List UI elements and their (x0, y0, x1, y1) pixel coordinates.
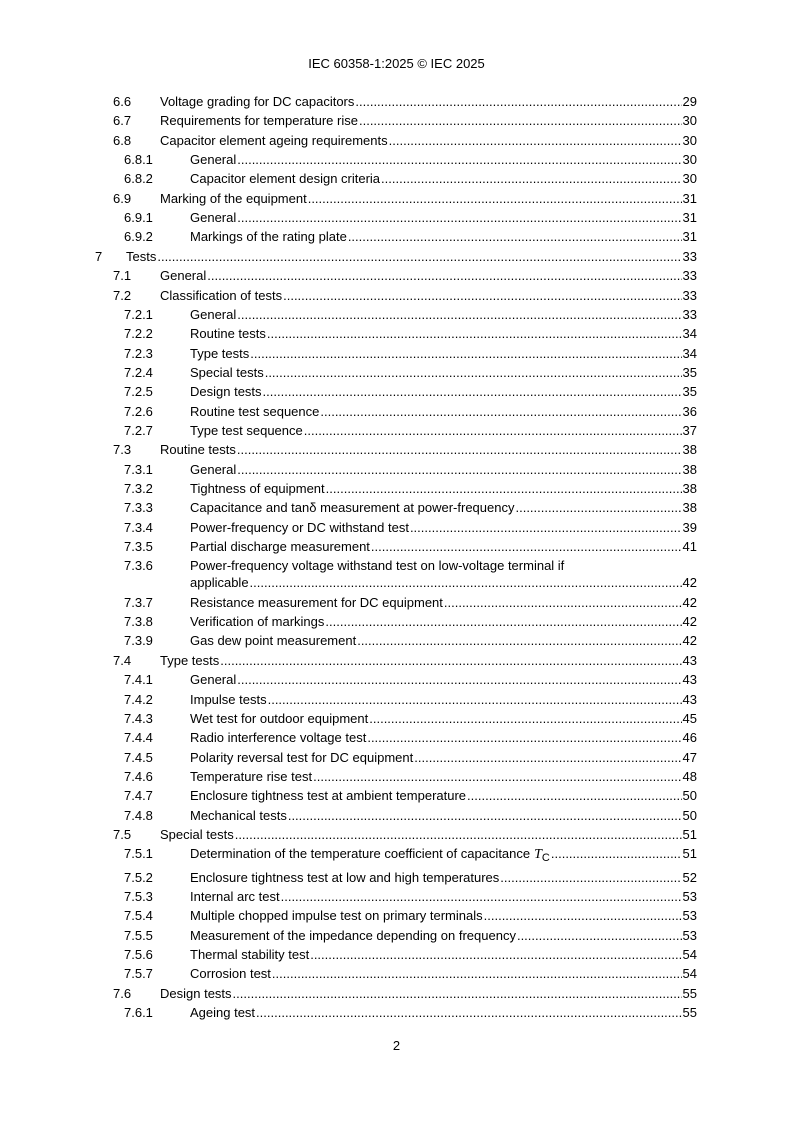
toc-entry-page: 43 (682, 691, 697, 707)
toc-entry-page: 48 (682, 768, 697, 784)
toc-entry-number: 7.4.1 (124, 672, 153, 688)
dot-leader (484, 908, 682, 924)
toc-entry-title: General (160, 268, 207, 284)
toc-entry-title: General (190, 210, 237, 226)
toc-entry-page: 39 (682, 519, 697, 535)
toc-entry-title: Thermal stability test (190, 947, 310, 963)
toc-entry-number: 7.3.9 (124, 633, 153, 649)
dot-leader (326, 481, 682, 497)
toc-entry-page: 31 (682, 210, 697, 226)
dot-leader (389, 133, 682, 149)
toc-entry-number: 7.4.4 (124, 730, 153, 746)
toc-entry-number: 7.3.3 (124, 500, 153, 516)
toc-entry-title: Voltage grading for DC capacitors (160, 94, 355, 109)
toc-entry-page: 42 (682, 575, 697, 591)
toc-entry-page: 33 (682, 306, 697, 322)
toc-entry-number: 7.2 (113, 287, 132, 303)
toc-entry-number: 7.4.2 (124, 691, 153, 707)
dot-leader (237, 462, 681, 478)
toc-entry-page: 30 (682, 132, 697, 148)
toc-entry-title: Gas dew point measurement (190, 633, 357, 649)
toc-entry-title: Markings of the rating plate (190, 229, 347, 245)
toc-entry-title: Special tests (190, 364, 264, 380)
toc-entry-page: 42 (682, 633, 697, 649)
dot-leader (207, 268, 681, 284)
dot-leader (283, 288, 681, 304)
toc-entry-title: Verification of markings (190, 614, 325, 630)
toc-entry-title: Routine tests (190, 326, 266, 342)
toc-entry-page: 42 (682, 614, 697, 630)
toc-entry-title: Requirements for temperature rise (160, 113, 358, 129)
toc-entry-title: Type test sequence (190, 422, 303, 438)
toc-entry-page: 30 (682, 113, 697, 129)
toc-entry-number: 7.4.7 (124, 788, 153, 804)
toc-entry-title: Enclosure tightness test at ambient temperature (190, 788, 467, 804)
toc-entry-title: General (190, 461, 237, 477)
toc-entry-title: Radio interference voltage test (190, 730, 367, 746)
toc-entry-title: Internal arc test (190, 889, 280, 904)
toc-entry-number: 6.6 (113, 94, 132, 109)
toc-entry-number: 7.4 (113, 652, 132, 668)
toc-entry-page: 33 (682, 268, 697, 284)
toc-entry-number: 7.3.8 (124, 614, 153, 630)
toc-entry-title: Design tests (160, 985, 232, 1001)
toc-entry-number: 7.5.6 (124, 947, 153, 963)
toc-entry-number: 7.5.2 (124, 869, 153, 885)
toc-entry-number: 7.2.1 (124, 306, 153, 322)
toc-entry-title: Marking of the equipment (160, 190, 307, 206)
toc-entry-title: Design tests (190, 384, 262, 400)
toc-entry-title: General (190, 152, 237, 168)
page-number: 2 (392, 1038, 401, 1053)
dot-leader (355, 94, 681, 110)
toc-entry-number: 7.1 (113, 268, 132, 284)
dot-leader (272, 966, 682, 982)
toc-entry-page: 37 (682, 422, 697, 438)
toc-entry-number: 7.2.6 (124, 403, 153, 419)
dot-leader (551, 846, 682, 862)
dot-leader (288, 808, 682, 824)
toc-entry-page: 51 (682, 826, 697, 842)
toc-entry-page: 38 (682, 481, 697, 496)
dot-leader (281, 889, 682, 905)
dot-leader (235, 827, 682, 843)
toc-entry-title: Special tests (160, 826, 234, 842)
toc-entry-title: Classification of tests (160, 287, 283, 303)
toc-entry-page: 34 (682, 326, 697, 342)
toc-entry-page: 29 (682, 94, 697, 109)
toc-entry-number: 6.7 (113, 113, 132, 129)
toc-entry-number: 6.9 (113, 190, 132, 206)
toc-entry-page: 30 (682, 152, 697, 168)
toc-entry-page: 52 (682, 869, 697, 885)
dot-leader (348, 229, 682, 245)
toc-entry-title: Temperature rise test (190, 768, 313, 784)
dot-leader (500, 870, 681, 886)
dot-leader (268, 692, 682, 708)
toc-entry-number: 7.4.8 (124, 807, 153, 823)
toc-entry-number: 7.3.7 (124, 594, 153, 610)
dot-leader (357, 633, 681, 649)
toc-entry-page: 43 (682, 652, 697, 668)
toc-entry-page: 54 (682, 966, 697, 982)
dot-leader (325, 614, 681, 630)
toc-entry-title: Polarity reversal test for DC equipment (190, 749, 414, 765)
toc-entry-number: 7.2.3 (124, 345, 153, 361)
dot-leader (256, 1005, 681, 1021)
toc-entry-title: Capacitor element ageing requirements (160, 132, 388, 148)
toc-entry-title: Measurement of the impedance depending on frequency (190, 927, 516, 943)
toc-entry-page: 41 (682, 539, 697, 555)
toc-entry-title: Type tests (190, 345, 250, 361)
dot-leader (267, 326, 682, 342)
temperature-coefficient-symbol: $T_C$ (534, 847, 550, 865)
toc-entry-page: 50 (682, 788, 697, 804)
toc-entry-number: 6.8.1 (124, 152, 153, 168)
toc-entry-number: 7.2.4 (124, 364, 153, 380)
dot-leader (517, 928, 682, 944)
toc-entry-title: Multiple chopped impulse test on primary terminals (190, 908, 483, 924)
toc-entry-number: 7.3.2 (124, 481, 153, 496)
toc-entry-page: 55 (682, 985, 697, 1001)
dot-leader (381, 171, 681, 187)
toc-entry-title: applicable (190, 575, 249, 591)
toc-entry-number: 7.3.5 (124, 539, 153, 555)
toc-entry-page: 55 (682, 1005, 697, 1021)
toc-entry-page: 34 (682, 345, 697, 361)
toc-entry-title: Determination of the temperature coefficient of capacitance (190, 846, 531, 862)
toc-entry-number: 6.9.2 (124, 229, 153, 245)
toc-entry-title: Partial discharge measurement (190, 539, 370, 555)
dot-leader (313, 769, 681, 785)
toc-entry-title: Corrosion test (190, 966, 271, 982)
toc-entry-page: 50 (682, 807, 697, 823)
dot-leader (237, 442, 682, 458)
toc-entry-number: 7.5.3 (124, 889, 153, 904)
toc-entry-number: 7.2.2 (124, 326, 153, 342)
toc-entry-page: 46 (682, 730, 697, 746)
toc-entry-number: 7.6.1 (124, 1005, 153, 1021)
toc-entry-number: 7.2.7 (124, 422, 153, 438)
toc-entry-title: Resistance measurement for DC equipment (190, 594, 443, 610)
toc-entry-title: Capacitance and tanδ measurement at power-frequency (190, 500, 515, 516)
toc-entry-number: 7.3.1 (124, 461, 153, 477)
toc-entry-page: 35 (682, 384, 697, 400)
toc-entry-number: 7 (95, 248, 103, 264)
dot-leader (410, 520, 682, 536)
dot-leader (320, 404, 681, 420)
toc-entry-page: 43 (682, 672, 697, 688)
toc-entry-title: Impulse tests (190, 691, 267, 707)
toc-entry-page: 31 (682, 229, 697, 245)
toc-entry-title: Tests (126, 248, 157, 264)
dot-leader (371, 539, 682, 555)
dot-leader (265, 365, 682, 381)
toc-entry-number: 7.5.4 (124, 908, 153, 924)
toc-entry-page: 36 (682, 403, 697, 419)
toc-entry-page: 33 (682, 248, 697, 264)
dot-leader (237, 210, 681, 226)
toc-entry-page: 35 (682, 364, 697, 380)
toc-entry-number: 6.9.1 (124, 210, 153, 226)
dot-leader (157, 249, 681, 265)
dot-leader (367, 730, 681, 746)
toc-entry-number: 7.4.5 (124, 749, 153, 765)
toc-entry-page: 53 (682, 889, 697, 904)
toc-entry-page: 33 (682, 287, 697, 303)
toc-entry-title: Ageing test (190, 1005, 256, 1021)
page-header: IEC 60358-1:2025 © IEC 2025 (308, 56, 485, 71)
toc-entry-title: Routine test sequence (190, 403, 320, 419)
toc-entry-title: Type tests (160, 652, 220, 668)
toc-entry-number: 7.2.5 (124, 384, 153, 400)
toc-entry-title: Mechanical tests (190, 807, 287, 823)
dot-leader (310, 947, 681, 963)
toc-entry-page: 31 (682, 190, 697, 206)
toc-entry-number: 7.6 (113, 985, 132, 1001)
dot-leader (304, 423, 682, 439)
toc-entry-page: 42 (682, 594, 697, 610)
toc-entry-page: 38 (682, 442, 697, 458)
toc-entry-number: 7.3.6 (124, 558, 153, 574)
dot-leader (369, 711, 681, 727)
toc-entry-number: 7.5.5 (124, 927, 153, 943)
toc-entry-number: 6.8 (113, 132, 132, 148)
dot-leader (308, 191, 682, 207)
toc-entry-page: 47 (682, 749, 697, 765)
dot-leader (237, 672, 681, 688)
dot-leader (515, 500, 681, 516)
dot-leader (359, 113, 682, 129)
toc-entry-title: Enclosure tightness test at low and high temperatures (190, 869, 500, 885)
dot-leader (250, 575, 682, 591)
toc-entry-title: General (190, 306, 237, 322)
toc-entry-title: Capacitor element design criteria (190, 171, 381, 187)
toc-entry-page: 51 (682, 846, 697, 862)
dot-leader (467, 788, 681, 804)
dot-leader (233, 986, 682, 1002)
toc-entry-number: 7.4.6 (124, 768, 153, 784)
toc-entry-number: 7.3.4 (124, 519, 153, 535)
toc-entry-title-line1: Power-frequency voltage withstand test on low-voltage terminal if (190, 558, 565, 574)
toc-entry-page: 38 (682, 500, 697, 516)
toc-entry-title: Power-frequency or DC withstand test (190, 519, 409, 535)
dot-leader (414, 750, 681, 766)
toc-entry-page: 53 (682, 927, 697, 943)
toc-entry-title: Routine tests (160, 442, 236, 458)
toc-entry-title: Wet test for outdoor equipment (190, 710, 369, 726)
toc-entry-number: 7.5.7 (124, 966, 153, 982)
toc-entry-title: Tightness of equipment (190, 481, 325, 496)
toc-entry-number: 7.3 (113, 442, 132, 458)
toc-entry-page: 53 (682, 908, 697, 924)
dot-leader (237, 152, 681, 168)
toc-entry-page: 45 (682, 710, 697, 726)
toc-entry-number: 7.4.3 (124, 710, 153, 726)
dot-leader (250, 346, 681, 362)
dot-leader (220, 653, 681, 669)
toc-entry-number: 6.8.2 (124, 171, 153, 187)
toc-entry-page: 30 (682, 171, 697, 187)
dot-leader (444, 595, 682, 611)
toc-entry-number: 7.5 (113, 826, 132, 842)
toc-entry-page: 38 (682, 461, 697, 477)
toc-entry-title: General (190, 672, 237, 688)
dot-leader (237, 307, 681, 323)
toc-entry-number: 7.5.1 (124, 846, 153, 862)
toc-entry-page: 54 (682, 947, 697, 963)
dot-leader (263, 384, 682, 400)
